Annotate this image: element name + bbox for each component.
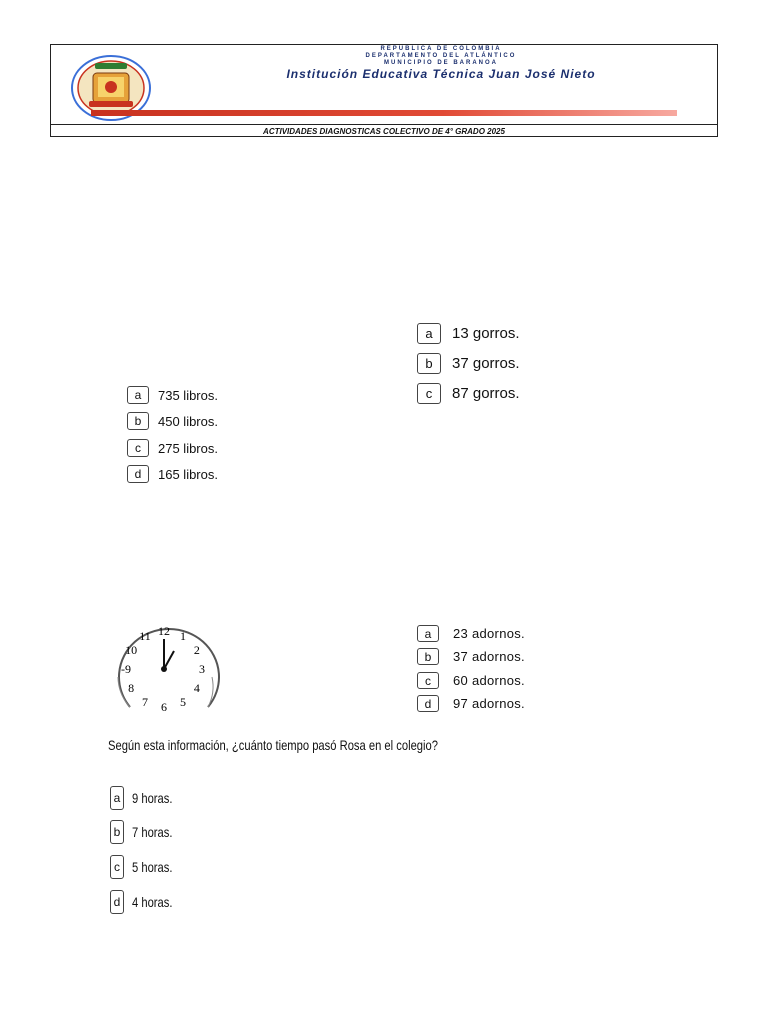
option-adornos-a[interactable] [417,625,525,642]
clock-numeral: 12 [158,624,170,638]
option-gorros-c[interactable] [417,383,520,404]
option-gorros-a[interactable] [417,323,520,344]
clock-numeral: 3 [199,662,205,676]
document-header [50,44,718,137]
option-letter-box: a [417,323,441,344]
option-tiempo-b[interactable] [110,820,183,844]
clock-numeral: 10 [125,643,138,657]
header-department: DEPARTAMENTO DEL ATLÁNTICO [365,53,517,59]
option-adornos-b[interactable] [417,648,525,665]
option-text: 87 gorros. [452,385,520,402]
clock-numeral: 1 [180,629,186,644]
option-tiempo-a[interactable] [110,786,183,810]
option-letter-box: c [110,855,124,879]
header-top [51,45,717,124]
option-text: 4 horas. [132,894,173,910]
clock-numeral: 7 [142,694,148,709]
option-letter-box: a [417,625,439,642]
option-text: 60 adornos. [453,673,525,688]
option-text: 7 horas. [132,824,173,840]
option-adornos-d[interactable] [417,695,525,712]
option-text: 37 gorros. [452,355,520,372]
option-letter-box: c [127,439,149,457]
option-letter-box: b [417,353,441,374]
header-municipality: MUNICIPIO DE BARANOA [383,60,498,66]
option-letter-box: a [127,386,149,404]
option-libros-a[interactable] [127,386,218,404]
clock-numeral: 6 [161,700,167,714]
option-text: 37 adornos. [453,649,525,664]
option-text: 735 libros. [158,387,218,403]
clock-numeral: 2 [193,643,200,657]
option-letter-box: b [110,820,124,844]
option-text: 97 adornos. [453,696,525,711]
clock-numeral: 5 [180,694,186,709]
option-text: 23 adornos. [453,626,525,641]
option-text: 5 horas. [132,859,173,875]
option-letter-box: d [417,695,439,712]
activity-subtitle: ACTIVIDADES DIAGNOSTICAS COLECTIVO DE 4° GRADO 2025 [51,124,717,138]
header-red-bar [91,110,677,116]
option-letter-box: d [110,890,124,914]
option-letter-box: b [127,412,149,430]
option-letter-box: a [110,786,124,810]
option-text: 9 horas. [132,790,173,806]
option-letter-box: c [417,383,441,404]
option-text: 275 libros. [158,440,218,456]
option-tiempo-c[interactable] [110,855,183,879]
header-country: REPUBLICA DE COLOMBIA [380,46,502,52]
clock-numeral: -9 [121,662,131,676]
option-gorros-b[interactable] [417,353,520,374]
clock-numeral: 11 [139,629,151,644]
clock-icon [110,615,220,715]
option-adornos-c[interactable] [417,672,525,689]
option-text: 13 gorros. [452,325,520,342]
option-libros-c[interactable] [127,439,218,457]
option-libros-b[interactable] [127,412,218,430]
option-text: 450 libros. [158,413,218,429]
option-text: 165 libros. [158,466,218,482]
option-letter-box: b [417,648,439,665]
clock-numeral: 8 [128,681,135,695]
clock-numeral: 4 [193,681,200,695]
option-libros-d[interactable] [127,465,218,483]
option-letter-box: d [127,465,149,483]
institution-name: Institución Educativa Técnica Juan José Nieto [286,67,596,81]
option-letter-box: c [417,672,439,689]
question-tiempo-text: Según esta información, ¿cuánto tiempo pasó Rosa en el colegio? [108,737,438,753]
option-tiempo-d[interactable] [110,890,183,914]
